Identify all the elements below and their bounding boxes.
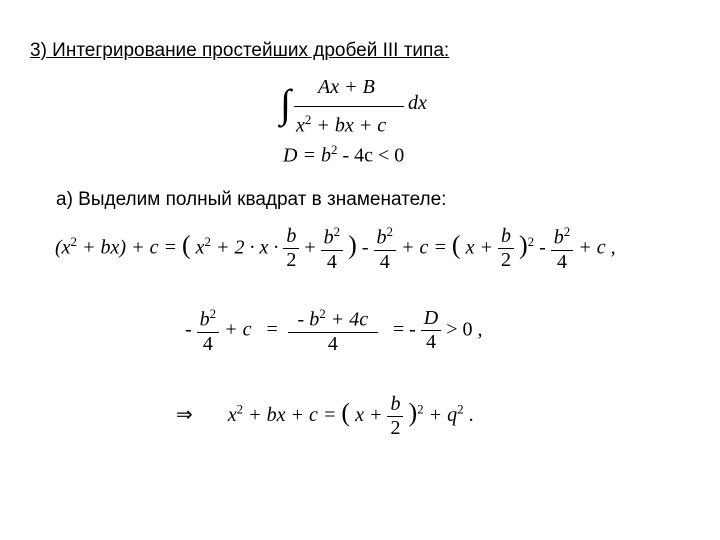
bracket-close: ) <box>408 398 418 428</box>
discriminant-left: D = b <box>283 144 331 167</box>
eq1-x: x <box>195 236 205 259</box>
exponent: 2 <box>236 401 244 417</box>
section-title: 3) Интегрирование простейших дробей III типа: <box>30 40 450 61</box>
fraction-b-over-2: $\frac{b}{2}$ <box>387 393 403 440</box>
exponent: 2 <box>457 401 464 417</box>
fraction-b2-over-4: $\frac{b^2}{4}$ <box>551 224 574 274</box>
integral-numerator: Ax + B <box>318 76 375 98</box>
fraction-bar <box>294 106 404 107</box>
x-plus: x + <box>355 404 383 427</box>
plus-q: + q <box>428 404 458 427</box>
exponent: 2 <box>70 233 78 249</box>
fraction-D-over-4: $\frac{D}{4}$ <box>421 307 441 354</box>
bracket-open: ( <box>181 230 191 260</box>
plus-sign: + <box>304 236 316 259</box>
fraction-neg-b2-plus-4c-over-4: $\frac{- b^2 + 4c}{4}$ <box>288 306 378 356</box>
eq3-x: x <box>227 404 237 427</box>
plus-c-equals: + c = <box>401 236 447 259</box>
bracket-close: ) <box>518 230 528 260</box>
equation-result <box>176 393 474 440</box>
step-a-heading: а) Выделим полный квадрат в знаменателе: <box>56 189 447 210</box>
eq1-lhs-rest: + bx) + c = <box>82 236 177 259</box>
minus-sign: - <box>539 236 546 259</box>
equals-minus: = - <box>392 318 416 341</box>
integral-sign: ∫ <box>280 81 291 126</box>
exponent: 2 <box>527 233 535 249</box>
plus-c: + c <box>224 318 252 341</box>
fraction-b2-over-4: $\frac{b^2}{4}$ <box>197 306 220 356</box>
exponent: 2 <box>204 233 212 249</box>
eq1-2x: + 2 · x · <box>216 236 279 259</box>
x-plus: x + <box>465 236 493 259</box>
minus-sign: - <box>361 236 369 259</box>
discriminant-line <box>283 142 404 168</box>
exponent: 2 <box>304 112 312 127</box>
discriminant-right: - 4c < 0 <box>342 144 405 167</box>
fraction-b-over-2: $\frac{b}{2}$ <box>498 225 514 272</box>
eq3-end: . <box>468 404 474 427</box>
fraction-b2-over-4: $\frac{b^2}{4}$ <box>321 224 344 274</box>
bracket-open: ( <box>451 230 461 260</box>
equation-completing-square <box>55 224 616 274</box>
eq1-lhs: (x <box>55 236 71 259</box>
eq2-tail: > 0 , <box>446 318 483 341</box>
bracket-close: ) <box>348 230 357 260</box>
implies-arrow: ⇒ <box>176 404 193 427</box>
fraction-b2-over-4: $\frac{b^2}{4}$ <box>374 224 397 274</box>
exponent: 2 <box>417 401 424 417</box>
equation-sign-check <box>185 306 483 356</box>
bracket-open: ( <box>341 398 351 428</box>
denominator-rest: + bx + c <box>316 114 387 137</box>
minus-sign: - <box>185 318 192 341</box>
exponent: 2 <box>330 142 338 157</box>
equals-sign: = <box>266 318 278 341</box>
denominator-x: x <box>296 114 305 137</box>
fraction-b-over-2: $\frac{b}{2}$ <box>283 225 299 272</box>
eq3-lhs-rest: + bx + c = <box>248 404 337 427</box>
integral-dx: dx <box>408 92 427 114</box>
eq1-tail: + c , <box>578 236 616 259</box>
